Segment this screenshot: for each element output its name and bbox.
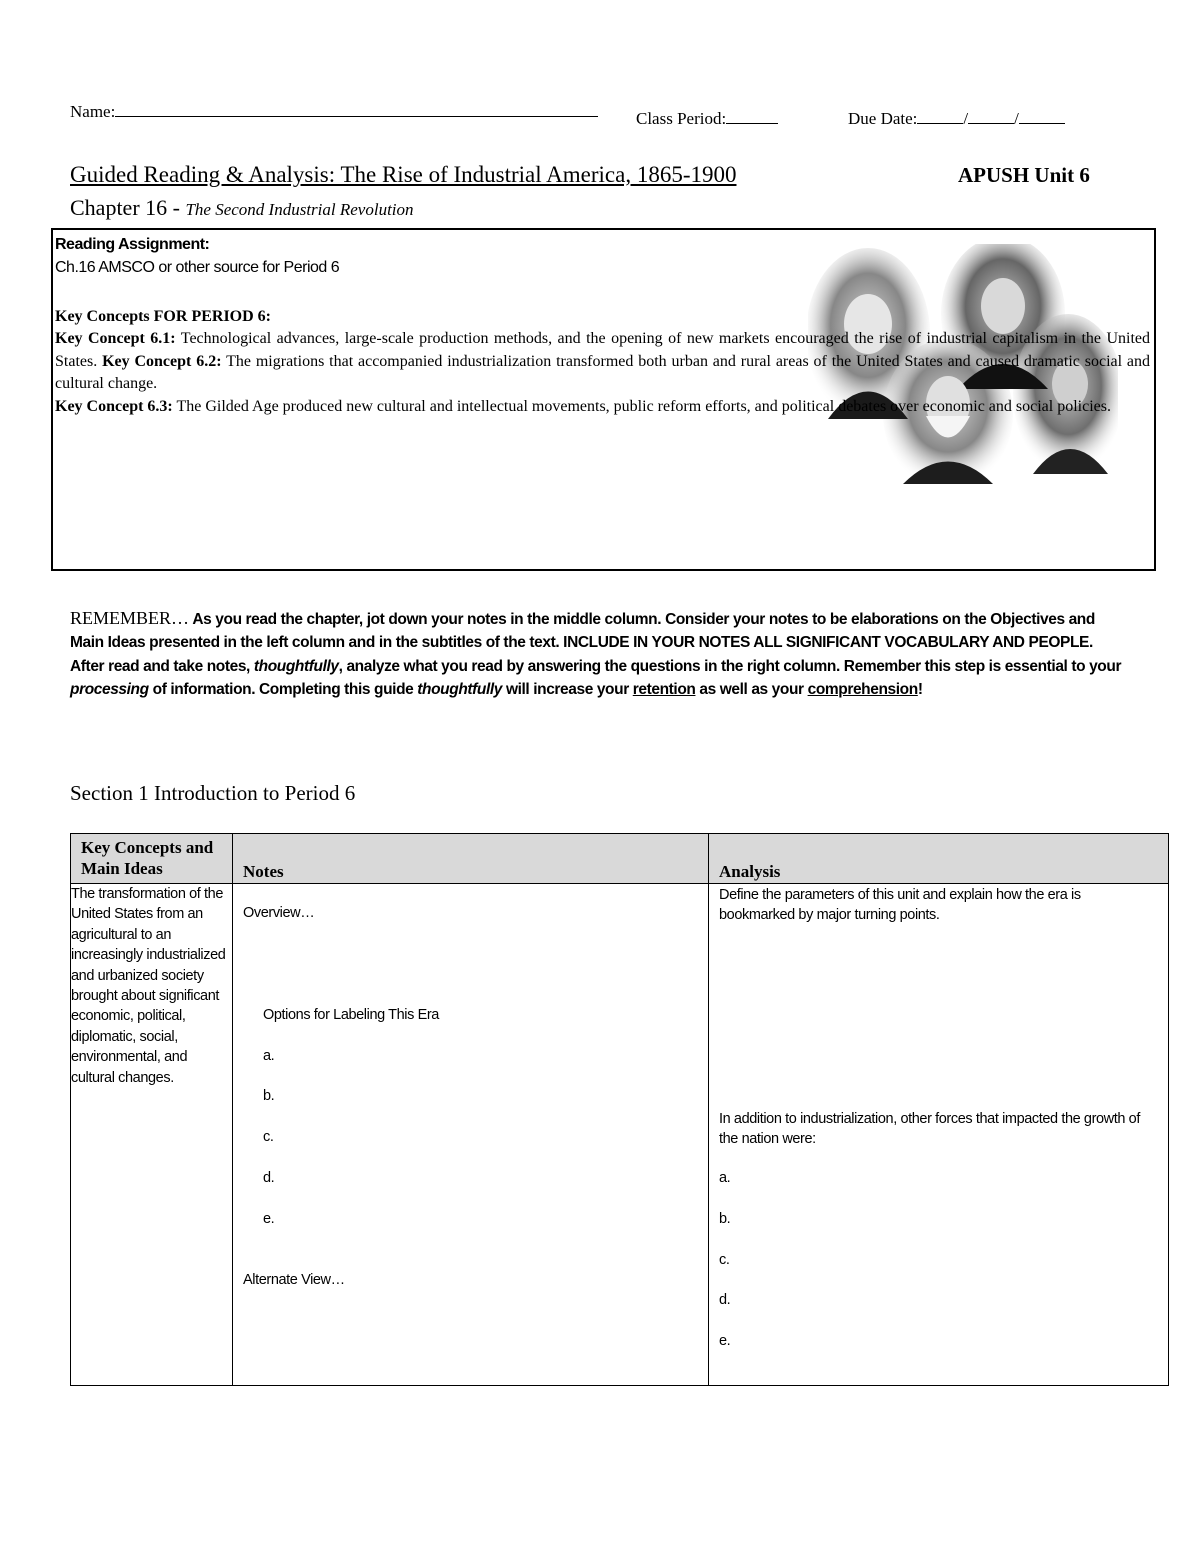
remember-text: As you read the chapter, jot down your notes in the middle column. Consider your notes to be elaborations on the Objectives and Main Ideas presented in the left column and in the subtitles of the text. INCLUDE IN YOUR NOTES ALL SIGNIFICANT VOCABULARY AND PEOPLE. After read and take notes, [70, 611, 1095, 675]
class-period-blank[interactable] [726, 107, 778, 124]
due-day-blank[interactable] [968, 107, 1014, 124]
analysis-option-a: a. [719, 1170, 731, 1186]
chapter-label: Chapter 16 - [70, 195, 180, 220]
notes-option-c: c. [263, 1129, 274, 1145]
remember-underline: comprehension [807, 680, 918, 698]
unit-label: APUSH Unit 6 [958, 163, 1090, 187]
header-key-concepts: Key Concepts and Main Ideas [71, 834, 233, 884]
key-concepts-period: PERIOD 6: [191, 307, 271, 325]
analysis-option-c: c. [719, 1252, 730, 1268]
reading-assignment-box [51, 228, 1156, 571]
reading-source: Ch.16 AMSCO or other source for Period 6 [55, 258, 340, 276]
header-analysis: Analysis [709, 834, 1169, 884]
analysis-option-d: d. [719, 1292, 731, 1308]
remember-emphasis: processing [70, 680, 149, 698]
kc3-label: Key Concept 6.3: [55, 397, 173, 415]
kc1-text: Technological advances, large-scale production methods, and the opening of new markets encouraged the rise of industrial capitalism in the United States. [55, 330, 1150, 370]
remember-heading: REMEMBER… [70, 608, 190, 628]
due-year-blank[interactable] [1019, 107, 1065, 124]
table-header-row [71, 834, 1169, 884]
page-title: Guided Reading & Analysis: The Rise of Industrial America, 1865-1900 [70, 162, 737, 187]
date-separator: / [963, 109, 969, 128]
assignment-text [55, 234, 1150, 418]
date-separator: / [1014, 109, 1019, 128]
notes-option-d: d. [263, 1170, 275, 1186]
analysis-option-b: b. [719, 1211, 731, 1227]
notes-table [70, 833, 1169, 1386]
name-field[interactable] [70, 100, 598, 122]
reading-assignment-label: Reading Assignment: [55, 236, 210, 253]
remember-text: ! [917, 680, 923, 698]
key-concepts-heading: Key Concepts FOR [55, 307, 188, 325]
kc2-text: The migrations that accompanied industrialization transformed both urban and rural areas of the United States and caused dramatic social and cultural change. [55, 352, 1151, 392]
remember-emphasis: thoughtfully [417, 680, 503, 698]
notes-cell[interactable] [233, 884, 709, 1386]
name-label: Name: [70, 102, 116, 121]
chapter-heading [70, 195, 414, 221]
analysis-question-2: In addition to industrialization, other forces that impacted the growth of the nation were: [719, 1111, 1140, 1148]
notes-options-label: Options for Labeling This Era [263, 1007, 439, 1023]
main-idea-cell [71, 884, 233, 1386]
notes-option-e: e. [263, 1211, 275, 1227]
class-period-field[interactable] [636, 107, 778, 129]
main-idea-text: The transformation of the United States from an agricultural to an increasingly industrialized and urbanized society brought about significant economic, political, diplomatic, social, environmental, and cultural changes. [71, 886, 226, 1086]
header-notes: Notes [233, 834, 709, 884]
table-row [71, 884, 1169, 1386]
remember-text: , analyze what you read by answering the questions in the right column. Remember this step is essential to your [338, 657, 1122, 675]
due-month-blank[interactable] [917, 107, 963, 124]
class-period-label: Class Period: [636, 109, 727, 128]
notes-alternate-view: Alternate View… [243, 1272, 345, 1288]
notes-option-b: b. [263, 1088, 275, 1104]
remember-instructions [70, 607, 1125, 701]
chapter-subtitle: The Second Industrial Revolution [185, 200, 414, 219]
remember-emphasis: thoughtfully [253, 657, 339, 675]
name-blank[interactable] [115, 100, 598, 117]
remember-text: will increase your [505, 680, 629, 698]
due-date-label: Due Date: [848, 109, 918, 128]
due-date-field[interactable] [848, 107, 1065, 129]
remember-text: of information. Completing this guide [152, 680, 414, 698]
kc1-label: Key Concept 6.1: [55, 330, 176, 347]
remember-text: as well as your [699, 680, 804, 698]
remember-underline: retention [632, 680, 696, 698]
analysis-question-1: Define the parameters of this unit and explain how the era is bookmarked by major turning points. [719, 887, 1081, 924]
notes-option-a: a. [263, 1048, 275, 1064]
analysis-cell[interactable] [709, 884, 1169, 1386]
analysis-option-e: e. [719, 1333, 731, 1349]
kc3-text: The Gilded Age produced new cultural and intellectual movements, public reform efforts, and political debates over economic and social policies. [176, 397, 1111, 415]
kc2-label: Key Concept 6.2: [102, 352, 222, 370]
notes-overview: Overview… [243, 905, 315, 921]
section-title: Section 1 Introduction to Period 6 [70, 781, 356, 805]
